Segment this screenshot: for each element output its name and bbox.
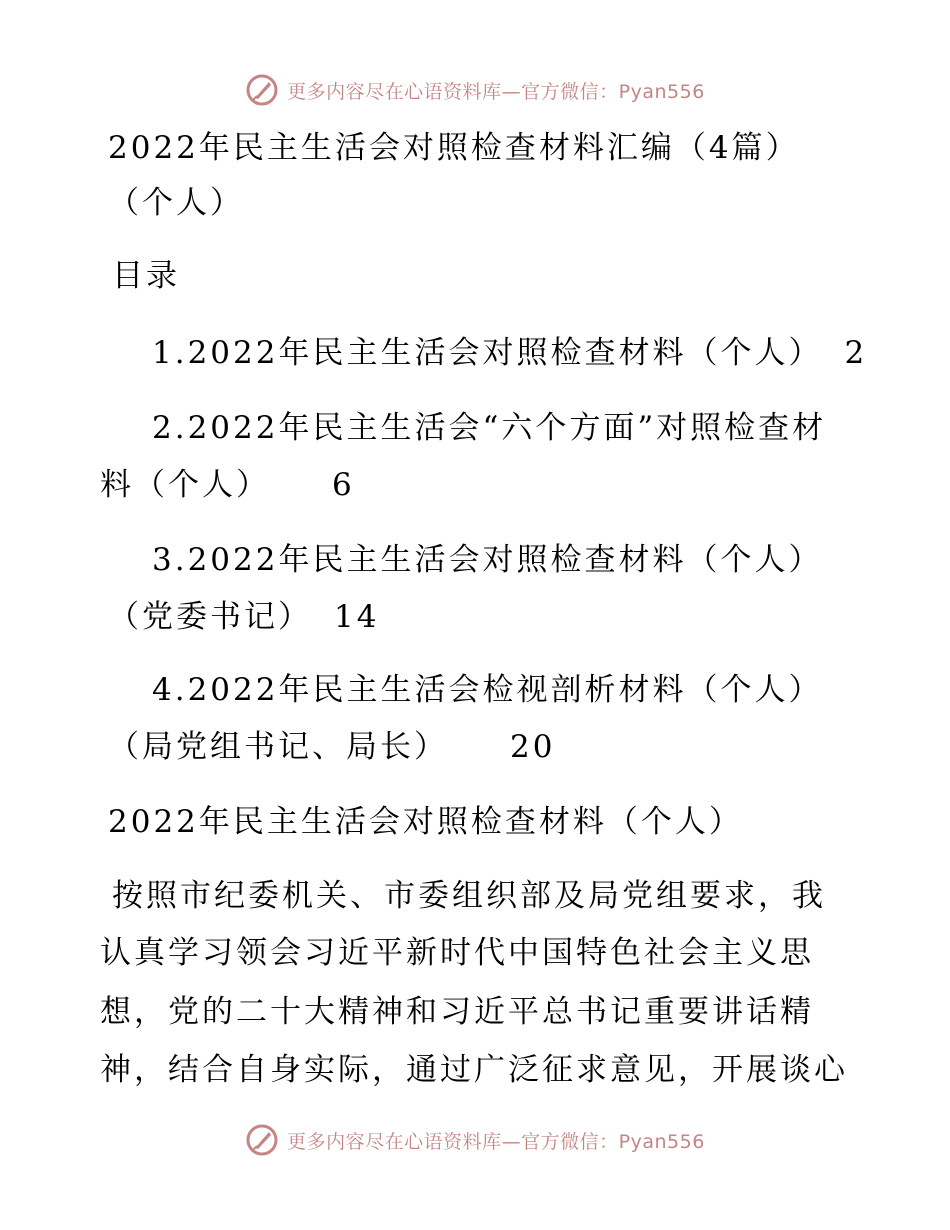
toc-entry-3-continuation[interactable] — [108, 597, 379, 637]
document-title-suffix: （个人） — [108, 185, 244, 221]
toc-entry-3[interactable] — [152, 540, 822, 580]
quill-logo-icon — [245, 1123, 279, 1157]
toc-page-number: 6 — [332, 467, 355, 503]
quill-logo-icon — [245, 73, 279, 107]
toc-heading: 目录 — [112, 258, 180, 294]
toc-entry-title: 4.2022年民主生活会检视剖析材料（个人） — [152, 672, 823, 708]
document-title: 2022年民主生活会对照检查材料汇编（4篇） — [108, 130, 800, 166]
toc-entry-4[interactable] — [152, 670, 822, 710]
toc-entry-title: 2.2022年民主生活会“六个方面”对照检查材 — [152, 410, 827, 446]
toc-entry-title: 3.2022年民主生活会对照检查材料（个人） — [152, 542, 823, 578]
body-line-2: 认真学习领会习近平新时代中国特色社会主义思 — [100, 935, 814, 971]
toc-entry-title-cont: （局党组书记、局长） — [108, 729, 448, 765]
toc-entry-4-continuation[interactable] — [108, 727, 555, 767]
toc-entry-2[interactable] — [152, 408, 826, 448]
toc-page-number: 20 — [510, 729, 556, 765]
footer-watermark — [0, 1120, 950, 1160]
body-line-4: 神，结合自身实际，通过广泛征求意见，开展谈心 — [100, 1052, 848, 1088]
toc-page-number: 2 — [844, 335, 868, 371]
toc-entry-2-continuation[interactable] — [100, 465, 355, 505]
toc-entry-1[interactable] — [152, 333, 867, 373]
watermark-text: 更多内容尽在心语资料库—官方微信：Pyan556 — [287, 1130, 705, 1153]
toc-entry-title-cont: 料（个人） — [100, 467, 270, 503]
header-watermark — [0, 70, 950, 110]
toc-entry-title: 1.2022年民主生活会对照检查材料（个人） — [152, 335, 823, 371]
watermark-text: 更多内容尽在心语资料库—官方微信：Pyan556 — [287, 80, 705, 103]
toc-entry-title-cont: （党委书记） — [108, 599, 312, 635]
body-line-3: 想，党的二十大精神和习近平总书记重要讲话精 — [100, 994, 814, 1030]
section-title: 2022年民主生活会对照检查材料（个人） — [108, 804, 743, 840]
toc-page-number: 14 — [334, 599, 380, 635]
body-line-1: 按照市纪委机关、市委组织部及局党组要求，我 — [112, 878, 826, 914]
